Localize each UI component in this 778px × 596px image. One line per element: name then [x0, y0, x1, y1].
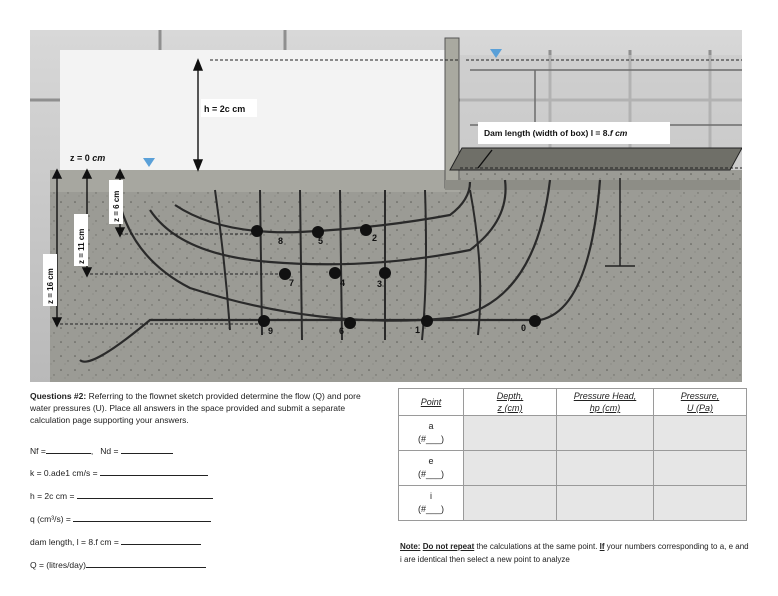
- pressure-table: [398, 388, 747, 521]
- z16-label: z = 16 cm: [46, 268, 55, 304]
- k-blank[interactable]: [100, 466, 208, 476]
- nf-line: Nf = , Nd =: [30, 444, 173, 456]
- row-point-e: e (#___): [399, 451, 464, 486]
- z6-label: z = 6 cm: [112, 190, 121, 222]
- flownet-point-label-1: 1: [415, 325, 421, 335]
- z0-label: z = 0 cm: [70, 153, 106, 163]
- flownet-point-6: [344, 317, 356, 329]
- cell-head-i[interactable]: [557, 486, 654, 521]
- flownet-point-label-7: 7: [289, 278, 295, 288]
- row-point-i: i (#___): [399, 486, 464, 521]
- flownet-point-8: [251, 225, 263, 237]
- questions-intro: Questions #2: Referring to the flownet sketch provided determine the flow (Q) and pore water pressures (U). Place all answers in the space provided and submit a separate calculation page supporting your answers.: [30, 391, 361, 425]
- flownet-point-label-4: 4: [340, 278, 346, 288]
- Q-line: Q = (litres/day): [30, 558, 206, 570]
- flownet-point-2: [360, 224, 372, 236]
- cell-pressure-a[interactable]: [654, 416, 747, 451]
- cell-depth-a[interactable]: [464, 416, 557, 451]
- q-blank[interactable]: [73, 512, 211, 522]
- dam-blank[interactable]: [121, 535, 201, 545]
- dam-length-label: Dam length (width of box) l = 8.f cm: [484, 128, 628, 138]
- cell-pressure-e[interactable]: [654, 451, 747, 486]
- flownet-point-1: [421, 315, 433, 327]
- cell-depth-i[interactable]: [464, 486, 557, 521]
- flownet-point-label-6: 6: [339, 326, 345, 336]
- cell-pressure-i[interactable]: [654, 486, 747, 521]
- table-row: [399, 486, 747, 521]
- flownet-point-label-8: 8: [278, 236, 284, 246]
- flownet-point-label-3: 3: [377, 279, 383, 289]
- row-point-a: a (#___): [399, 416, 464, 451]
- nd-blank[interactable]: [121, 444, 173, 454]
- table-row: [399, 416, 747, 451]
- nf-blank[interactable]: [46, 444, 91, 454]
- flownet-point-0: [529, 315, 541, 327]
- flownet-point-label-2: 2: [372, 233, 378, 243]
- cell-head-a[interactable]: [557, 416, 654, 451]
- flownet-point-label-5: 5: [318, 236, 324, 246]
- h-line: h = 2c cm =: [30, 489, 213, 501]
- table-row: [399, 451, 747, 486]
- flownet-photo: [30, 30, 742, 382]
- flownet-point-label-0: 0: [521, 323, 527, 333]
- cell-depth-e[interactable]: [464, 451, 557, 486]
- k-line: k = 0.ade1 cm/s =: [30, 466, 208, 478]
- cell-head-e[interactable]: [557, 451, 654, 486]
- h-label: h = 2c cm: [204, 104, 246, 114]
- flownet-point-label-9: 9: [268, 326, 274, 336]
- Q-blank[interactable]: [86, 558, 206, 568]
- z11-label: z = 11 cm: [77, 228, 86, 264]
- col-depth: Depth, z (cm): [464, 389, 557, 416]
- note-text: Note: Do not repeat the calculations at the same point. If your numbers corresponding to a, e and i are identical then select a new point to analyze: [400, 542, 749, 564]
- col-pressure-head: Pressure Head, hp (cm): [557, 389, 654, 416]
- q-line: q (cm³/s) =: [30, 512, 211, 524]
- flownet-point-3: [379, 267, 391, 279]
- dam-line: dam length, l = 8.f cm =: [30, 535, 201, 547]
- col-pressure: Pressure, U (Pa): [654, 389, 747, 416]
- h-blank[interactable]: [77, 489, 213, 499]
- col-point: Point: [399, 389, 464, 416]
